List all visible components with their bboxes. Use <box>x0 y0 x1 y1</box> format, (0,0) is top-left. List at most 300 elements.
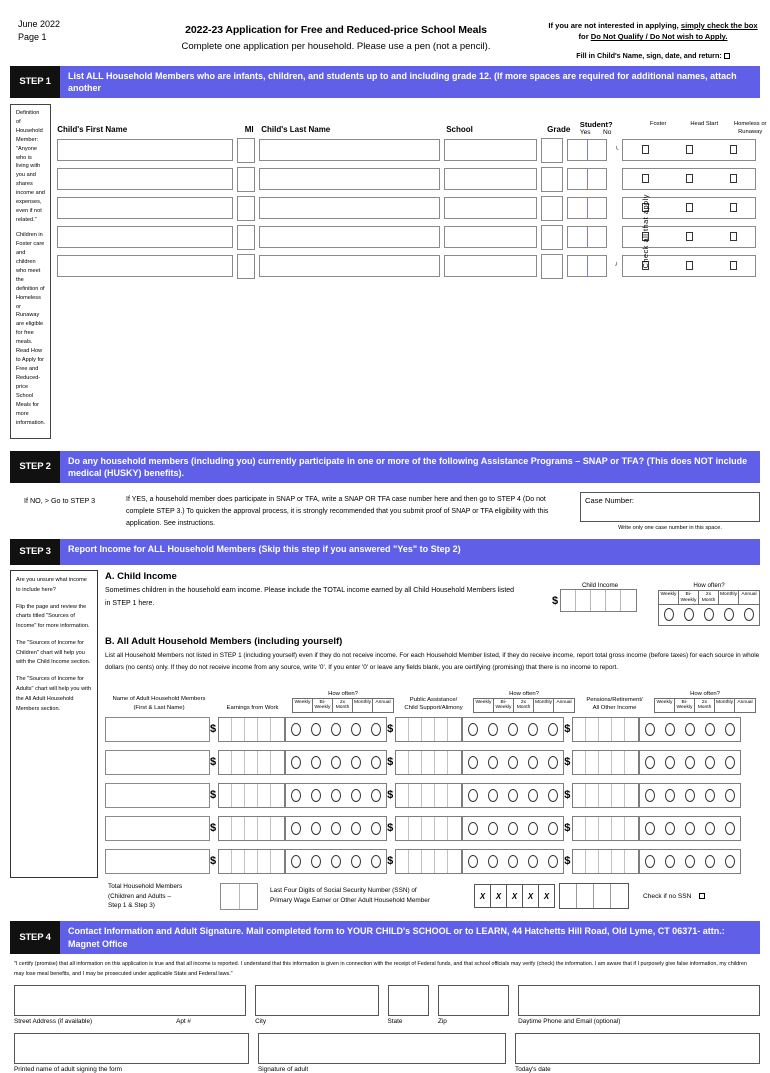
first-name-input[interactable] <box>57 139 233 161</box>
public-assistance-input[interactable] <box>395 717 462 742</box>
page-title: 2022-23 Application for Free and Reduced-price School Meals <box>185 24 487 36</box>
freq-oval-monthly[interactable] <box>346 822 366 835</box>
public-assistance-input[interactable] <box>395 849 462 874</box>
ssn-masked-digits <box>475 884 555 908</box>
dollar-sign-icon: $ <box>387 822 394 835</box>
freq-oval-2x-month[interactable] <box>680 822 700 835</box>
head-start-checkbox[interactable] <box>686 174 693 183</box>
dollar-sign-icon: $ <box>210 789 217 802</box>
adult-name-input[interactable] <box>105 816 210 841</box>
adult-name-input[interactable] <box>105 717 210 742</box>
pension-frequency-group[interactable] <box>639 750 741 775</box>
ssn-digit-cell-4[interactable] <box>611 884 628 908</box>
adult-name-input[interactable] <box>105 750 210 775</box>
freq-oval-bi-weekly[interactable] <box>483 822 503 835</box>
opt-out-notice <box>544 18 762 62</box>
student-yes-no-input[interactable] <box>567 197 607 219</box>
header-public-assistance <box>394 696 473 713</box>
step3-label: STEP 3 <box>10 539 60 565</box>
header-assistance-line1: Public Assistance/ <box>409 697 458 704</box>
head-start-checkbox-cell[interactable] <box>667 232 711 243</box>
household-member-definition <box>10 104 51 439</box>
step4-label: STEP 4 <box>10 921 60 953</box>
earnings-frequency-group[interactable] <box>285 783 387 808</box>
homeless-checkbox-cell[interactable] <box>711 261 755 272</box>
ssn-last-four-input[interactable] <box>559 883 629 909</box>
earnings-from-work-input[interactable] <box>218 783 285 808</box>
freq-oval-2x-month[interactable] <box>326 855 346 868</box>
pension-frequency-group[interactable] <box>639 783 741 808</box>
freq-oval-bi-weekly[interactable] <box>483 723 503 736</box>
freq-oval-weekly[interactable] <box>463 723 483 736</box>
state-field <box>388 985 429 1025</box>
freq-oval-2x-month[interactable] <box>680 855 700 868</box>
freq-header-3: 2x Month <box>695 699 715 713</box>
school-input[interactable] <box>444 197 537 219</box>
dollar-sign-icon: $ <box>210 756 217 769</box>
freq-oval-bi-weekly[interactable] <box>660 855 680 868</box>
freq-header-1: Weekly <box>659 591 679 605</box>
step3-banner <box>10 539 760 565</box>
assistance-frequency-group[interactable] <box>462 783 564 808</box>
ssn-mask-digit-4: X <box>522 884 539 908</box>
freq-header-2: Bi-Weekly <box>494 699 514 713</box>
opt-out-fill-label: Fill in Child's Name, sign, date, and return: <box>576 50 722 60</box>
earnings-from-work-input[interactable] <box>218 849 285 874</box>
earnings-frequency-group[interactable] <box>285 816 387 841</box>
phone-input[interactable] <box>518 985 760 1016</box>
date-input[interactable] <box>515 1033 760 1064</box>
ssn-mask-digit-3: X <box>506 884 523 908</box>
how-often-label-2: How often? <box>509 690 539 697</box>
first-name-input[interactable] <box>57 197 233 219</box>
head-start-checkbox[interactable] <box>686 232 693 241</box>
freq-oval-bi-weekly[interactable] <box>306 822 326 835</box>
freq-oval-2x-month[interactable] <box>503 723 523 736</box>
step4-instruction: Contact Information and Adult Signature. Mail completed form to YOUR CHILD's SCHOOL or to LEARN, 44 Hatchetts Hill Road, Old Lyme, CT 06371- attn.: Magnet Office <box>68 926 725 949</box>
freq-oval-monthly[interactable] <box>346 756 366 769</box>
ssn-digit-cell-2[interactable] <box>577 884 594 908</box>
freq-oval-bi-weekly[interactable] <box>306 756 326 769</box>
freq-oval-weekly[interactable] <box>640 822 660 835</box>
freq-oval-2x-month[interactable] <box>680 789 700 802</box>
freq-oval-2x-month[interactable] <box>680 756 700 769</box>
last-name-input[interactable] <box>259 197 440 219</box>
printed-name-field <box>14 1033 249 1073</box>
freq-oval-bi-weekly[interactable] <box>483 756 503 769</box>
step2-body <box>10 486 760 531</box>
freq-oval-monthly[interactable] <box>346 723 366 736</box>
pension-frequency-group[interactable] <box>639 816 741 841</box>
header-last-name: Child's Last Name <box>261 124 331 134</box>
opt-out-text-c: for <box>578 32 591 42</box>
step1-instruction: List ALL Household Members who are infants, children, and students up to and including grade 12. (If more spaces are required for additional names, attach another <box>68 70 737 93</box>
ssn-digit-cell-1[interactable] <box>560 884 577 908</box>
sidebar-paragraph-3: The "Sources of Income for Children" chart will help you with the Child Income section. <box>16 639 91 666</box>
freq-oval-weekly[interactable] <box>640 756 660 769</box>
freq-oval-annual[interactable] <box>720 855 740 868</box>
mi-input[interactable] <box>237 196 255 221</box>
no-ssn-checkbox[interactable] <box>699 893 705 899</box>
header-date-block <box>18 18 128 44</box>
homeless-checkbox-cell[interactable] <box>711 145 755 156</box>
section-b-body: List all Household Members not listed in STEP 1 (including yourself) even if they do not receive income. For each Household Member listed, if they do receive income, report total gross income (before taxes) for each source in whole dollars (no cents) only. If they do not receive income from any source, write '0'. If you enter '0' or leave any fields blank, you are certifying (promising) that there is no income to report. <box>105 651 760 671</box>
section-a-body: Sometimes children in the household earn income. Please include the TOTAL income earned by all Child Household Members listed in STEP 1 here. <box>105 586 515 607</box>
how-often-label-3: How often? <box>690 690 720 697</box>
earnings-from-work-input[interactable] <box>218 816 285 841</box>
printed-name-input[interactable] <box>14 1033 249 1064</box>
school-input[interactable] <box>444 168 537 190</box>
freq-oval-monthly[interactable] <box>700 822 720 835</box>
last-name-input[interactable] <box>259 139 440 161</box>
pension-other-income-input[interactable] <box>572 717 639 742</box>
freq-oval-weekly[interactable] <box>463 756 483 769</box>
homeless-checkbox[interactable] <box>730 145 737 154</box>
freq-oval-annual[interactable] <box>720 822 740 835</box>
no-ssn-group <box>643 893 705 900</box>
freq-oval-weekly[interactable] <box>640 789 660 802</box>
freq-oval-2x-month[interactable] <box>326 723 346 736</box>
child-freq-headers <box>659 591 759 605</box>
freq-oval-2x-month[interactable] <box>326 756 346 769</box>
earnings-frequency-group[interactable] <box>285 717 387 742</box>
earnings-from-work-input[interactable] <box>218 717 285 742</box>
do-not-qualify-checkbox[interactable] <box>724 53 730 59</box>
sidebar-paragraph-1: Are you unsure what income to include here? <box>16 576 87 593</box>
table-row <box>57 136 770 165</box>
freq-oval-annual[interactable] <box>543 789 563 802</box>
homeless-checkbox[interactable] <box>730 203 737 212</box>
school-input[interactable] <box>444 139 537 161</box>
child-income-frequency-group[interactable] <box>658 590 760 626</box>
address-row <box>14 985 760 1025</box>
freq-oval-monthly[interactable] <box>523 789 543 802</box>
first-name-input[interactable] <box>57 168 233 190</box>
bracket-icon: ╯ <box>615 263 619 270</box>
state-label: State <box>387 1018 403 1026</box>
freq-oval-annual[interactable] <box>720 723 740 736</box>
ssn-mask-digit-5: X <box>538 884 555 908</box>
freq-oval-weekly[interactable] <box>463 855 483 868</box>
freq-oval-bi-weekly[interactable] <box>660 822 680 835</box>
freq-oval-monthly[interactable] <box>523 723 543 736</box>
head-start-checkbox[interactable] <box>686 203 693 212</box>
child-freq-ovals[interactable] <box>659 605 759 625</box>
last-name-input[interactable] <box>259 226 440 248</box>
freq-oval-annual[interactable] <box>366 756 386 769</box>
total-label-line1: Total Household Members <box>108 882 183 890</box>
freq-oval-weekly[interactable] <box>640 855 660 868</box>
income-table-row <box>105 746 760 779</box>
last-name-input[interactable] <box>259 168 440 190</box>
signature-input[interactable] <box>258 1033 506 1064</box>
last-name-input[interactable] <box>259 255 440 277</box>
freq-header-2: Bi-Weekly <box>679 591 699 605</box>
grade-input[interactable] <box>541 254 563 279</box>
grade-input[interactable] <box>541 138 563 163</box>
freq-oval-weekly[interactable] <box>286 789 306 802</box>
opt-out-text-a: If you are not interested in applying, <box>548 21 681 30</box>
head-start-checkbox[interactable] <box>686 145 693 154</box>
page-subtitle: Complete one application per household. Please use a pen (not a pencil). <box>181 41 491 52</box>
freq-header-1: Weekly <box>655 699 675 713</box>
homeless-checkbox[interactable] <box>730 261 737 270</box>
freq-oval-bi-weekly[interactable] <box>306 723 326 736</box>
school-input[interactable] <box>444 226 537 248</box>
freq-oval-bi-weekly[interactable] <box>306 855 326 868</box>
step2-label: STEP 2 <box>10 451 60 483</box>
head-start-checkbox-cell[interactable] <box>667 203 711 214</box>
grade-input[interactable] <box>541 196 563 221</box>
freq-oval-2x-month[interactable] <box>326 822 346 835</box>
pension-other-income-input[interactable] <box>572 849 639 874</box>
earnings-from-work-input[interactable] <box>218 750 285 775</box>
public-assistance-input[interactable] <box>395 750 462 775</box>
freq-oval-2x-month[interactable] <box>326 789 346 802</box>
page-number: Page 1 <box>18 32 47 43</box>
first-name-input[interactable] <box>57 226 233 248</box>
header-grade: Grade <box>547 124 571 134</box>
freq-oval-monthly[interactable] <box>700 789 720 802</box>
freq-oval-weekly[interactable] <box>640 723 660 736</box>
freq-oval-annual[interactable] <box>720 756 740 769</box>
step3-sidebar <box>10 570 98 878</box>
freq-header-4: Monthly <box>715 699 735 713</box>
assistance-frequency-group[interactable] <box>462 717 564 742</box>
freq-oval-weekly[interactable] <box>659 605 679 625</box>
freq-oval-weekly[interactable] <box>463 822 483 835</box>
opt-out-text-b: simply check the box <box>680 21 758 30</box>
freq-oval-annual[interactable] <box>739 605 759 625</box>
freq-oval-weekly[interactable] <box>286 723 306 736</box>
homeless-checkbox-cell[interactable] <box>711 232 755 243</box>
step2-instruction: Do any household members (including you) currently participate in one or more of the following Assistance Programs – SNAP or TFA? (This does NOT include medical (HUSKY) benefits). <box>68 455 748 478</box>
freq-oval-bi-weekly[interactable] <box>483 789 503 802</box>
dollar-sign-icon: $ <box>552 594 559 607</box>
freq-oval-bi-weekly[interactable] <box>660 756 680 769</box>
freq-oval-bi-weekly[interactable] <box>483 855 503 868</box>
city-input[interactable] <box>255 985 378 1016</box>
child-income-label: Child Income <box>581 582 619 590</box>
opt-out-fill-line <box>544 51 762 62</box>
freq-oval-monthly[interactable] <box>700 756 720 769</box>
mi-input[interactable] <box>237 225 255 250</box>
freq-oval-annual[interactable] <box>366 789 386 802</box>
apt-label: Apt # <box>176 1018 191 1026</box>
assistance-frequency-group[interactable] <box>462 816 564 841</box>
totals-row <box>108 882 760 912</box>
freq-oval-monthly[interactable] <box>523 756 543 769</box>
ssn-mask-digit-2: X <box>490 884 507 908</box>
phone-label: Daytime Phone and Email (optional) <box>518 1018 621 1026</box>
mi-input[interactable] <box>237 254 255 279</box>
dollar-sign-icon: $ <box>210 822 217 835</box>
homeless-checkbox[interactable] <box>730 232 737 241</box>
table-row <box>57 223 770 252</box>
student-yes-no-input[interactable] <box>567 168 607 190</box>
freq-header-4: Monthly <box>353 699 373 713</box>
mi-input[interactable] <box>237 138 255 163</box>
freq-oval-2x-month[interactable] <box>503 789 523 802</box>
signature-label: Signature of adult <box>258 1066 309 1073</box>
freq-oval-annual[interactable] <box>543 723 563 736</box>
case-number-input[interactable] <box>580 492 760 522</box>
earnings-frequency-group[interactable] <box>285 750 387 775</box>
freq-oval-bi-weekly[interactable] <box>679 605 699 625</box>
dollar-sign-icon: $ <box>210 723 217 736</box>
step1-label: STEP 1 <box>10 66 60 98</box>
freq-oval-2x-month[interactable] <box>680 723 700 736</box>
ssn-label-line1: Last Four Digits of Social Security Number (SSN) of <box>270 887 417 895</box>
total-label-line3: Step 1 & Step 3) <box>108 902 155 910</box>
student-yes-no-input[interactable] <box>567 255 607 277</box>
header-student-no: No <box>603 128 612 136</box>
ssn-digit-cell-3[interactable] <box>594 884 611 908</box>
freq-oval-monthly[interactable] <box>523 822 543 835</box>
header-student-label: Student? <box>579 119 613 129</box>
freq-headers-2 <box>473 698 575 713</box>
total-household-members-input[interactable] <box>220 883 258 910</box>
case-number-label: Case Number: <box>585 495 634 505</box>
head-start-checkbox-cell[interactable] <box>667 174 711 185</box>
header-assistance-line2: Child Support/Alimony <box>404 705 463 712</box>
freq-header-3: 2x Month <box>514 699 534 713</box>
child-income-how-often-label: How often? <box>693 582 725 590</box>
header-homeless: Homeless or Runaway <box>733 121 767 135</box>
date-label: Today's date <box>515 1066 551 1073</box>
freq-oval-annual[interactable] <box>720 789 740 802</box>
freq-oval-monthly[interactable] <box>346 789 366 802</box>
form-header <box>0 0 770 66</box>
freq-header-5: Annual <box>373 699 393 713</box>
adult-name-input[interactable] <box>105 849 210 874</box>
head-start-checkbox[interactable] <box>686 261 693 270</box>
header-check-group <box>635 121 770 135</box>
pension-frequency-group[interactable] <box>639 717 741 742</box>
no-ssn-label: Check if no SSN <box>643 892 692 900</box>
freq-oval-2x-month[interactable] <box>503 756 523 769</box>
check-all-that-apply-label: Check all that apply <box>641 193 650 269</box>
header-student-yes: Yes <box>579 128 591 136</box>
freq-oval-2x-month[interactable] <box>503 822 523 835</box>
freq-oval-2x-month[interactable] <box>699 605 719 625</box>
ssn-field-group <box>475 883 629 909</box>
case-number-note: Write only one case number in this space. <box>618 524 722 531</box>
freq-oval-annual[interactable] <box>543 756 563 769</box>
dollar-sign-icon: $ <box>387 756 394 769</box>
state-input[interactable] <box>388 985 429 1016</box>
freq-oval-bi-weekly[interactable] <box>306 789 326 802</box>
header-how-often-2 <box>473 690 575 713</box>
head-start-checkbox-cell[interactable] <box>667 145 711 156</box>
freq-header-3: 2x Month <box>699 591 719 605</box>
step3-main <box>105 570 760 878</box>
step3-body <box>10 570 760 878</box>
freq-oval-monthly[interactable] <box>346 855 366 868</box>
assistance-frequency-group[interactable] <box>462 849 564 874</box>
dollar-sign-icon: $ <box>387 855 394 868</box>
freq-oval-annual[interactable] <box>366 723 386 736</box>
head-start-checkbox-cell[interactable] <box>667 261 711 272</box>
income-table-row <box>105 845 760 878</box>
freq-oval-monthly[interactable] <box>719 605 739 625</box>
step3-instruction: Report Income for ALL Household Members (Skip this step if you answered "Yes" to Step 2) <box>68 543 461 554</box>
freq-oval-monthly[interactable] <box>700 855 720 868</box>
freq-oval-annual[interactable] <box>543 822 563 835</box>
freq-oval-2x-month[interactable] <box>503 855 523 868</box>
street-address-input[interactable] <box>14 985 246 1016</box>
student-yes-no-input[interactable] <box>567 226 607 248</box>
freq-oval-weekly[interactable] <box>463 789 483 802</box>
opt-out-text-d: Do Not Qualify / Do Not wish to Apply. <box>590 32 728 42</box>
freq-oval-annual[interactable] <box>366 855 386 868</box>
homeless-checkbox[interactable] <box>730 174 737 183</box>
dollar-sign-icon: $ <box>564 855 571 868</box>
section-b-heading: B. All Adult Household Members (including yourself) <box>105 635 343 647</box>
first-name-input[interactable] <box>57 255 233 277</box>
earnings-frequency-group[interactable] <box>285 849 387 874</box>
freq-oval-annual[interactable] <box>543 855 563 868</box>
grade-input[interactable] <box>541 167 563 192</box>
freq-oval-monthly[interactable] <box>523 855 543 868</box>
public-assistance-input[interactable] <box>395 816 462 841</box>
dollar-sign-icon: $ <box>564 723 571 736</box>
header-foster: Foster <box>650 121 667 128</box>
freq-oval-bi-weekly[interactable] <box>660 723 680 736</box>
grade-input[interactable] <box>541 225 563 250</box>
ssn-label-line2: Primary Wage Earner or Other Adult Household Member <box>270 897 430 905</box>
step2-if-no: If NO, > Go to STEP 3 <box>24 495 96 505</box>
header-adult-name-line2: (First & Last Name) <box>133 704 185 711</box>
pension-other-income-input[interactable] <box>572 750 639 775</box>
income-table-row <box>105 779 760 812</box>
freq-oval-annual[interactable] <box>366 822 386 835</box>
public-assistance-input[interactable] <box>395 783 462 808</box>
signature-field <box>258 1033 506 1073</box>
adult-income-table-header <box>105 681 760 713</box>
definition-paragraph-2: Children in Foster care and children who meet the definition of Homeless or Runaway are eligible for free meals. Read How to Apply for Free and Reduced-price School Meals for more information. <box>16 232 46 426</box>
mi-input[interactable] <box>237 167 255 192</box>
table-row <box>57 252 770 281</box>
homeless-checkbox-cell[interactable] <box>711 203 755 214</box>
sidebar-paragraph-4: The "Sources of Income for Adults" chart will help you with the All Adult Household Members section. <box>16 676 92 712</box>
pension-frequency-group[interactable] <box>639 849 741 874</box>
street-address-label: Street Address (if available) <box>14 1018 93 1026</box>
freq-oval-bi-weekly[interactable] <box>660 789 680 802</box>
printed-name-label: Printed name of adult signing the form <box>14 1066 122 1073</box>
adult-name-input[interactable] <box>105 783 210 808</box>
school-input[interactable] <box>444 255 537 277</box>
freq-oval-weekly[interactable] <box>286 756 306 769</box>
assistance-frequency-group[interactable] <box>462 750 564 775</box>
pension-other-income-input[interactable] <box>572 816 639 841</box>
freq-oval-weekly[interactable] <box>286 822 306 835</box>
bracket-icon: ╰ <box>615 147 619 154</box>
header-how-often-1 <box>292 690 394 713</box>
section-a-heading: A. Child Income <box>105 570 177 582</box>
freq-header-2: Bi-Weekly <box>313 699 333 713</box>
student-yes-no-input[interactable] <box>567 139 607 161</box>
step2-case-number-block <box>580 486 760 531</box>
freq-oval-monthly[interactable] <box>700 723 720 736</box>
pension-other-income-input[interactable] <box>572 783 639 808</box>
dollar-sign-icon: $ <box>564 789 571 802</box>
child-income-input[interactable] <box>560 589 637 612</box>
freq-oval-weekly[interactable] <box>286 855 306 868</box>
header-earnings-from-work: Earnings from Work <box>226 705 279 712</box>
zip-input[interactable] <box>438 985 509 1016</box>
homeless-checkbox-cell[interactable] <box>711 174 755 185</box>
